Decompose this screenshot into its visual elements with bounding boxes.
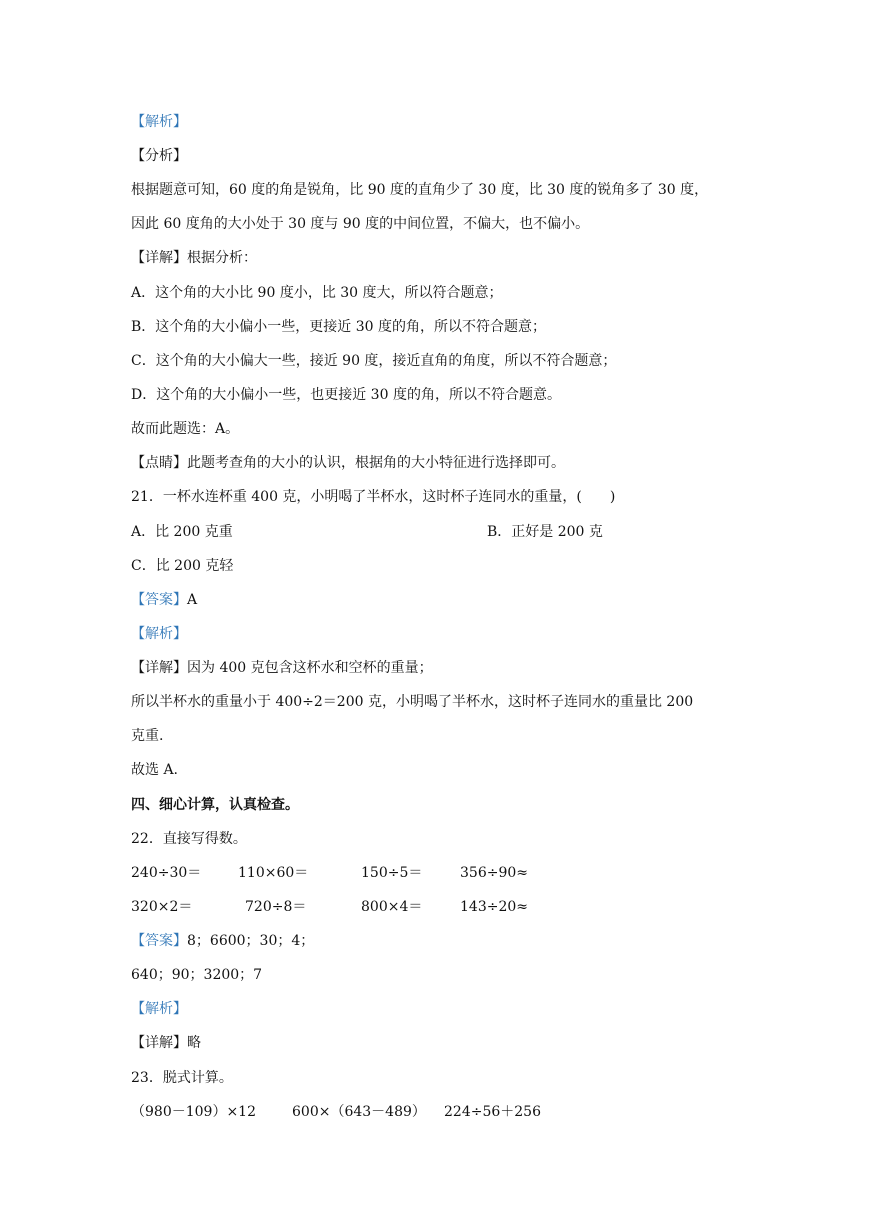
xiangjie-text: 略	[187, 1035, 201, 1051]
option-b-analysis: B．这个角的大小偏小一些，更接近 30 度的角，所以不符合题意；	[131, 319, 547, 335]
xiangjie-line	[131, 248, 257, 268]
calc-item: 800×4＝	[361, 899, 423, 915]
answer-label: 【答案】	[131, 592, 187, 608]
expression: （980－109）×12	[131, 1104, 256, 1120]
jiexi-label: 【解析】	[131, 114, 187, 130]
expression: 600×（643－489）	[292, 1104, 426, 1120]
answer-value: 8；6600；30；4；	[187, 933, 315, 949]
conclusion: 故而此题选：A。	[131, 421, 240, 437]
xiangjie-text: 因为 400 克包含这杯水和空杯的重量；	[187, 660, 433, 676]
answer-label: 【答案】	[131, 933, 187, 949]
q21-xiangjie-line-3: 克重.	[131, 728, 164, 744]
q21-answer	[131, 590, 197, 610]
section-heading: 四、细心计算，认真检查。	[131, 797, 299, 813]
q21-jiexi-label: 【解析】	[131, 626, 187, 642]
calc-item: 240÷30＝	[131, 865, 202, 881]
q21-option-c: C．比 200 克轻	[131, 558, 234, 574]
dianjing-line	[131, 453, 565, 473]
calc-item: 356÷90≈	[460, 865, 528, 881]
expression: 224÷56＋256	[444, 1104, 541, 1120]
xiangjie-text: 根据分析：	[187, 250, 257, 266]
q21-xiangjie-line-2: 所以半杯水的重量小于 400÷2＝200 克，小明喝了半杯水，这时杯子连同水的重量比 200	[131, 694, 694, 710]
calc-item: 720÷8＝	[245, 899, 307, 915]
xiangjie-label: 【详解】	[131, 1035, 187, 1051]
fenxi-line-1: 根据题意可知，60 度的角是锐角，比 90 度的直角少了 30 度，比 30 度的锐角多了 30 度，	[131, 182, 709, 198]
calc-item: 320×2＝	[131, 899, 193, 915]
option-d-analysis: D．这个角的大小偏小一些，也更接近 30 度的角，所以不符合题意。	[131, 387, 561, 403]
option-a-analysis: A．这个角的大小比 90 度小，比 30 度大，所以符合题意；	[131, 285, 503, 301]
q22-xiangjie	[131, 1033, 201, 1053]
calc-item: 143÷20≈	[460, 899, 528, 915]
answer-value: A	[187, 592, 198, 608]
fenxi-line-2: 因此 60 度角的大小处于 30 度与 90 度的中间位置，不偏大，也不偏小。	[131, 216, 590, 232]
q21-option-b: B．正好是 200 克	[487, 524, 603, 540]
dianjing-text: 此题考查角的大小的认识，根据角的大小特征进行选择即可。	[187, 455, 565, 471]
q22-answer-line-2: 640；90；3200；7	[131, 967, 263, 983]
q21-option-a: A．比 200 克重	[131, 524, 233, 540]
xiangjie-label: 【详解】	[131, 250, 187, 266]
q22-answer	[131, 931, 314, 951]
fenxi-label: 【分析】	[131, 148, 187, 164]
question-21: 21．一杯水连杯重 400 克，小明喝了半杯水，这时杯子连同水的重量，( )	[131, 489, 616, 505]
xiangjie-label: 【详解】	[131, 660, 187, 676]
calc-item: 110×60＝	[238, 865, 309, 881]
q21-xiangjie-line-1	[131, 658, 433, 678]
q21-conclusion: 故选 A.	[131, 762, 179, 778]
option-c-analysis: C．这个角的大小偏大一些，接近 90 度，接近直角的角度，所以不符合题意；	[131, 353, 617, 369]
dianjing-label: 【点睛】	[131, 455, 187, 471]
question-22: 22．直接写得数。	[131, 831, 247, 847]
question-23: 23．脱式计算。	[131, 1070, 233, 1086]
calc-item: 150÷5＝	[361, 865, 423, 881]
q22-jiexi-label: 【解析】	[131, 1001, 187, 1017]
